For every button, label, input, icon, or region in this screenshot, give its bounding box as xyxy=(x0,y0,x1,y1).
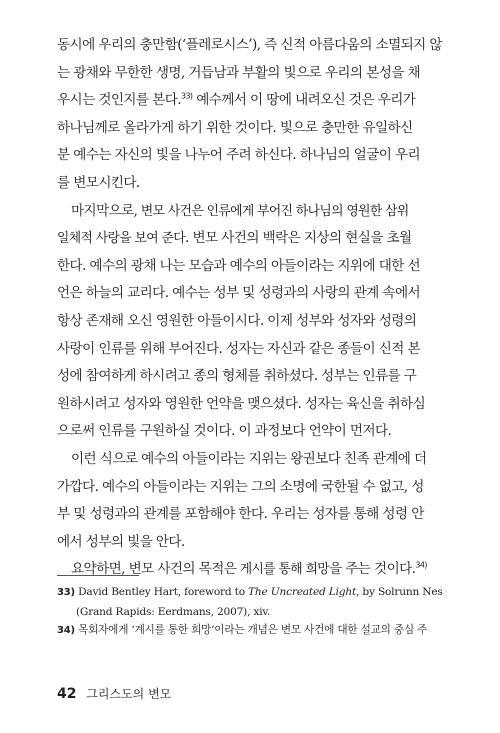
text-line: 요약하면, 변모 사건의 목적은 게시를 통해 희망을 주는 것이다.$^{34)}$ xyxy=(71,560,427,578)
page-number: 42 xyxy=(57,686,77,702)
text-line: 사랑이 인류를 위해 부어진다. 성자는 자신과 같은 종들이 신적 본 xyxy=(57,340,421,357)
text-line: 우시는 것인지를 본다.$^{33)}$ 예수께서 이 땅에 내려오신 것은 우리가 xyxy=(57,91,416,109)
text-line: 이런 식으로 예수의 아들이라는 지위는 왕권보다 친족 관계에 더 xyxy=(71,450,427,467)
text-line: 를 변모시킨다. xyxy=(57,174,140,191)
running-title: 그리스도의 변모 xyxy=(86,687,172,701)
text-line: 가깝다. 예수의 아들이라는 지위는 그의 소명에 국한될 수 없고, 성 xyxy=(57,478,424,495)
highlighted-text: 일체적 사랑을 보여 준다 xyxy=(57,231,186,247)
footnote-ref-34[interactable]: 34) xyxy=(415,560,427,570)
footnotes xyxy=(57,583,443,641)
footnote-34: 34) 목회자에게 ‘계시를 통한 희망’이라는 개념은 변모 사건에 대한 설교의 중심 주 xyxy=(57,624,428,636)
highlighted-text: 변모 사건은 인류에게 부어진 하나님의 영원한 삼위 xyxy=(137,203,409,219)
footnote-33: 33) David Bentley Hart, foreword to The Uncreated Light, by Solrunn Nes xyxy=(57,586,443,598)
text-line: 일체적 사랑을 보여 준다. 변모 사건의 백락은 지상의 현실을 초월 xyxy=(57,230,412,247)
footnote-ref-33[interactable]: 33) xyxy=(180,91,193,101)
text-line: 부 및 성령과의 관계를 포함해야 한다. 우리는 성자를 통해 성령 안 xyxy=(57,506,424,523)
text-line: 동시에 우리의 충만함(‘플레로시스’), 즉 신적 아름다움의 소멸되지 않 xyxy=(57,37,442,53)
text-line: 언은 하늘의 교리다. 예수는 성부 및 성령과의 사랑의 관계 속에서 xyxy=(57,285,421,302)
text-line: 분 예수는 자신의 빛을 나누어 주려 하신다. 하나님의 얼굴이 우리 xyxy=(57,147,421,164)
page-footer xyxy=(57,685,171,702)
text-line: 으로써 인류를 구원하실 것이다. 이 과정보다 언약이 먼저다. xyxy=(57,423,392,440)
text-line: 는 광채와 무한한 생명, 거듭남과 부활의 빛으로 우리의 본성을 채 xyxy=(57,64,421,81)
text-line: 하나님께로 올라가게 하기 위한 것이다. 빛으로 충만한 유일하신 xyxy=(57,119,413,136)
text-line: 성에 참여하게 하시려고 종의 형체를 취하셨다. 성부는 인류를 구 xyxy=(57,368,417,385)
text-line: 원하시려고 성자와 영원한 언약을 맺으셨다. 성자는 육신을 취하심 xyxy=(57,395,426,412)
footnote-divider xyxy=(57,575,139,576)
highlighted-text: 게시를 통해 희망 xyxy=(236,562,330,578)
text-line: 에서 성부의 빛을 안다. xyxy=(57,533,185,550)
book-title-italic: The Uncreated Light xyxy=(248,586,357,598)
body-text xyxy=(57,32,443,584)
text-line: 마지막으로, 변모 사건은 인류에게 부어진 하나님의 영원한 삼위 xyxy=(71,202,409,219)
text-line: 항상 존재해 오신 영원한 아들이시다. 이제 성부와 성자와 성령의 xyxy=(57,312,417,329)
footnote-33-line-2: (Grand Rapids: Eerdmans, 2007), xiv. xyxy=(76,605,271,618)
text-line: 한다. 예수의 광채 나는 모습과 예수의 아들이라는 지위에 대한 선 xyxy=(57,257,421,274)
